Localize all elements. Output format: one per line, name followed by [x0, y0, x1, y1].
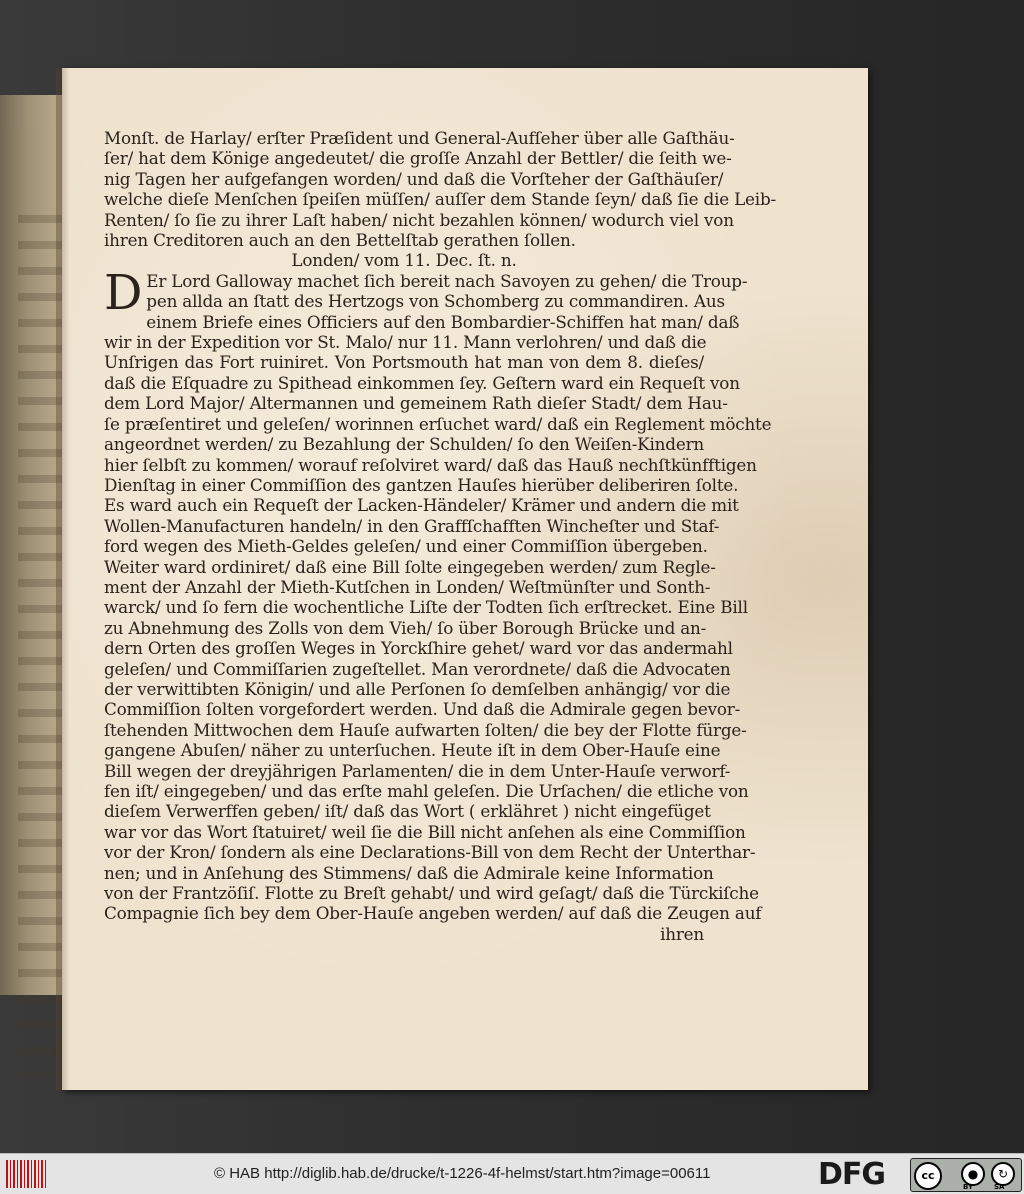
cc-icon: cc	[914, 1162, 942, 1190]
text-line: ſtehenden Mittwochen dem Hauſe aufwarten ſolten/ die bey der Flotte fürge-	[104, 719, 747, 740]
cc-license-badge[interactable]	[910, 1158, 1022, 1192]
text-line: Compagnie ſich bey dem Ober-Hauſe angeben werden/ auf daß die Zeugen auf	[104, 903, 762, 924]
text-line: warck/ und ſo fern die wochentliche Liſte der Todten ſich erſtrecket. Eine Bill	[104, 597, 748, 618]
text-line: Unſrigen das Fort ruiniret. Von Portsmouth hat man von dem 8. dieſes/	[104, 352, 704, 373]
text-line: Er Lord Galloway machet ſich bereit nach Savoyen zu gehen/ die Troup-	[146, 270, 748, 291]
text-line: welche dieſe Menſchen ſpeiſen müſſen/ auſſer dem Stande ſeyn/ daß ſie die Leib-	[104, 189, 776, 210]
text-line: Commiſſion ſolten vorgefordert werden. Und daß die Admirale gegen bevor-	[104, 699, 741, 720]
text-line: ſe præſentiret und geleſen/ worinnen erſuchet ward/ daß ein Reglement möchte	[104, 413, 772, 434]
attribution-icon: ●	[961, 1162, 985, 1186]
text-line: dem Lord Major/ Altermannen und gemeinem Rath dieſer Stadt/ dem Hau-	[104, 393, 728, 414]
text-line: Es ward auch ein Requeſt der Lacken-Händeler/ Krämer und andern die mit	[104, 495, 739, 516]
share-alike-icon: ↻	[991, 1162, 1015, 1186]
barcode-icon	[6, 1160, 48, 1188]
text-line: daß die Eſquadre zu Spithead einkommen ſey. Geſtern ward ein Requeſt von	[104, 372, 740, 393]
text-line: Bill wegen der dreyjährigen Parlamenten/ die in dem Unter-Hauſe verworf-	[104, 760, 731, 781]
text-line: wir in der Expedition vor St. Malo/ nur 11. Mann verlohren/ und daß die	[104, 332, 707, 353]
drop-cap: D	[104, 264, 143, 321]
text-line: ford wegen des Mieth-Geldes geleſen/ und einer Commiſſion übergeben.	[104, 536, 708, 557]
cc-sa-label: SA	[994, 1183, 1005, 1191]
text-line: nig Tagen her aufgefangen worden/ und daß die Vorſteher der Gaſthäuſer/	[104, 168, 724, 189]
text-line: fen iſt/ eingegeben/ und das erſte mahl geleſen. Die Urſachen/ die etliche von	[104, 781, 749, 801]
text-line: pen allda an ſtatt des Hertzogs von Schomberg zu commandiren. Aus	[146, 291, 725, 312]
text-line: gangene Abuſen/ näher zu unterſuchen. Heute iſt in dem Ober-Hauſe eine	[104, 740, 721, 761]
text-line: hier ſelbſt zu kommen/ worauf reſolviret ward/ daß das Hauß nechſtkünfftigen	[104, 454, 757, 475]
text-line: dieſem Verwerffen geben/ iſt/ daß das Wort ( erklähret ) nicht eingefüget	[104, 801, 711, 822]
text-line: ihren Creditoren auch an den Bettelſtab gerathen ſollen.	[104, 230, 576, 251]
catchword: ihren	[660, 923, 704, 944]
text-line: von der Frantzöſiſ. Flotte zu Breſt gehabt/ und wird geſagt/ daß die Türckiſche	[104, 883, 759, 904]
text-line: ſer/ hat dem Könige angedeutet/ die groſſe Anzahl der Bettler/ die ſeith we-	[104, 148, 732, 169]
cc-by-label: BY	[963, 1183, 974, 1191]
text-line: war vor das Wort ſtatuiret/ weil ſie die Bill nicht anſehen als eine Commiſſion	[104, 821, 746, 842]
text-line: Dienſtag in einer Commiſſion des gantzen Hauſes hierüber deliberiren ſolte.	[104, 474, 739, 495]
text-line: geleſen/ und Commiſſarien zugeſtellet. Man verordnete/ daß die Advocaten	[104, 658, 731, 679]
text-line: ment der Anzahl der Mieth-Kutſchen in Londen/ Weſtmünſter und Sonth-	[104, 576, 711, 597]
text-line: der verwittibten Königin/ und alle Perſonen ſo demſelben anhängig/ vor die	[104, 678, 731, 699]
text-line: angeordnet werden/ zu Bezahlung der Schulden/ ſo den Weiſen-Kindern	[104, 434, 704, 455]
text-line: Renten/ ſo ſie zu ihrer Laſt haben/ nicht bezahlen können/ wodurch viel von	[104, 209, 734, 230]
text-line: Monſt. de Harlay/ erſter Præſident und General-Aufſeher über alle Gaſthäu-	[104, 128, 735, 148]
news-paragraph	[104, 264, 772, 924]
dateline-heading: Londen/ vom 11. Dec. ſt. n.	[291, 250, 517, 271]
page-text	[104, 128, 776, 944]
copyright-link[interactable]: © HAB http://diglib.hab.de/drucke/t-1226-4f-helmst/start.htm?image=00611	[214, 1165, 711, 1182]
text-line: Weiter ward ordiniret/ daß eine Bill ſolte eingegeben werden/ zum Regle-	[104, 556, 716, 577]
text-line: zu Abnehmung des Zolls von dem Vieh/ ſo über Borough Brücke und an-	[104, 617, 707, 638]
text-line: dern Orten des groſſen Weges in Yorckſhire gehet/ ward vor das andermahl	[104, 638, 733, 659]
text-line: einem Briefe eines Officiers auf den Bombardier-Schiffen hat man/ daß	[146, 311, 740, 332]
dfg-logo: DFG	[818, 1157, 886, 1192]
footer-bar	[0, 1153, 1024, 1194]
text-line: nen; und in Anſehung des Stimmens/ daß die Admirale keine Information	[104, 862, 714, 883]
text-line: Wollen-Manufacturen handeln/ in den Graffſchafften Wincheſter und Staf-	[104, 515, 720, 536]
text-line: vor der Kron/ ſondern als eine Declarations-Bill von dem Recht der Unterthar-	[104, 842, 756, 863]
